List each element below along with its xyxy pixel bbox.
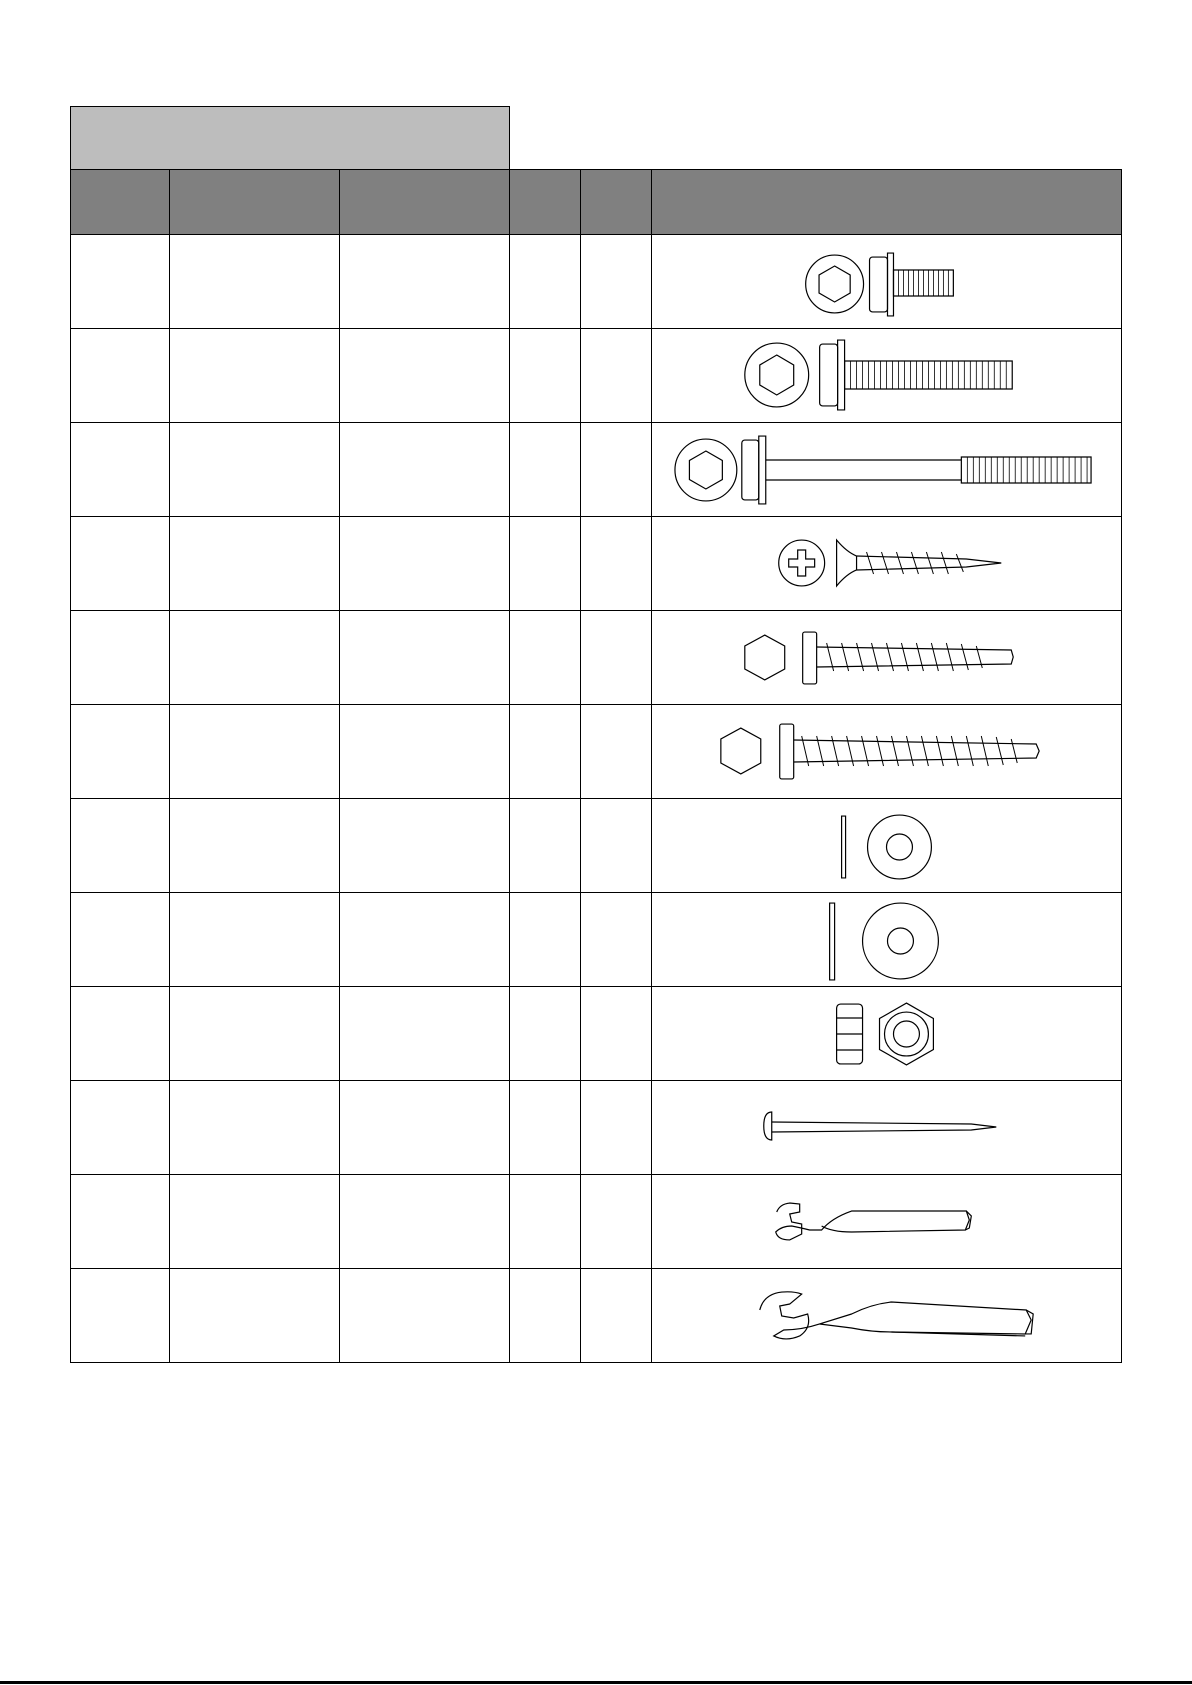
cell-check (581, 611, 652, 705)
table-row (71, 705, 1122, 799)
cell-qty (510, 1081, 581, 1175)
cell-description (170, 799, 340, 893)
table-row (71, 423, 1122, 517)
cell-key (71, 1175, 170, 1269)
table-row (71, 1175, 1122, 1269)
wrench-large-icon (652, 1270, 1121, 1362)
table-row (71, 799, 1122, 893)
cell-key (71, 517, 170, 611)
cell-description (170, 987, 340, 1081)
cell-check (581, 893, 652, 987)
wrench-small-icon (652, 1176, 1121, 1268)
cell-check (581, 799, 652, 893)
cell-spec (340, 329, 510, 423)
cell-key (71, 1269, 170, 1363)
col-header-1 (71, 170, 170, 235)
page-bottom-border (0, 1681, 1192, 1684)
cell-description (170, 329, 340, 423)
table-row (71, 329, 1122, 423)
cell-key (71, 611, 170, 705)
cell-description (170, 705, 340, 799)
cell-check (581, 705, 652, 799)
cell-qty (510, 235, 581, 329)
cell-spec (340, 517, 510, 611)
cell-spec (340, 799, 510, 893)
cell-qty (510, 329, 581, 423)
table-row (71, 1081, 1122, 1175)
cell-qty (510, 1175, 581, 1269)
col-header-2 (170, 170, 340, 235)
cell-check (581, 423, 652, 517)
flat-washer-large-icon (652, 894, 1121, 986)
table-header-row (71, 170, 1122, 235)
parts-list-title (70, 106, 510, 169)
cell-description (170, 1175, 340, 1269)
cell-check (581, 1269, 652, 1363)
cell-qty (510, 705, 581, 799)
col-header-4 (510, 170, 581, 235)
hex-lag-screw-short-icon (652, 612, 1121, 704)
cell-description (170, 1269, 340, 1363)
cell-key (71, 1081, 170, 1175)
cell-description (170, 423, 340, 517)
cell-description (170, 1081, 340, 1175)
cell-qty (510, 611, 581, 705)
cell-spec (340, 1175, 510, 1269)
cell-key (71, 705, 170, 799)
table-row (71, 1269, 1122, 1363)
phillips-screw-icon (652, 518, 1121, 610)
table-row (71, 611, 1122, 705)
cell-description (170, 517, 340, 611)
cell-key (71, 893, 170, 987)
cell-spec (340, 893, 510, 987)
cell-key (71, 799, 170, 893)
col-header-5 (581, 170, 652, 235)
cell-check (581, 235, 652, 329)
cell-spec (340, 235, 510, 329)
cell-qty (510, 517, 581, 611)
cell-key (71, 235, 170, 329)
cell-qty (510, 987, 581, 1081)
hex-nut-icon (652, 988, 1121, 1080)
flange-bolt-long-icon (652, 424, 1121, 516)
cell-key (71, 423, 170, 517)
cell-qty (510, 1269, 581, 1363)
cell-key (71, 987, 170, 1081)
cell-check (581, 517, 652, 611)
cell-check (581, 329, 652, 423)
cell-check (581, 1175, 652, 1269)
col-header-3 (340, 170, 510, 235)
nail-icon (652, 1082, 1121, 1174)
col-header-6 (652, 170, 1122, 235)
cell-check (581, 1081, 652, 1175)
table-row (71, 517, 1122, 611)
cell-key (71, 329, 170, 423)
table-row (71, 987, 1122, 1081)
flange-bolt-medium-icon (652, 330, 1121, 422)
cell-spec (340, 1081, 510, 1175)
flange-bolt-short-icon (652, 236, 1121, 328)
cell-qty (510, 423, 581, 517)
cell-description (170, 235, 340, 329)
cell-description (170, 893, 340, 987)
cell-description (170, 611, 340, 705)
hex-lag-screw-long-icon (652, 706, 1121, 798)
parts-table (70, 169, 1122, 1363)
cell-spec (340, 987, 510, 1081)
cell-spec (340, 423, 510, 517)
table-row (71, 893, 1122, 987)
cell-qty (510, 799, 581, 893)
flat-washer-small-icon (652, 800, 1121, 892)
cell-spec (340, 705, 510, 799)
cell-qty (510, 893, 581, 987)
table-row (71, 235, 1122, 329)
cell-spec (340, 1269, 510, 1363)
cell-spec (340, 611, 510, 705)
cell-check (581, 987, 652, 1081)
